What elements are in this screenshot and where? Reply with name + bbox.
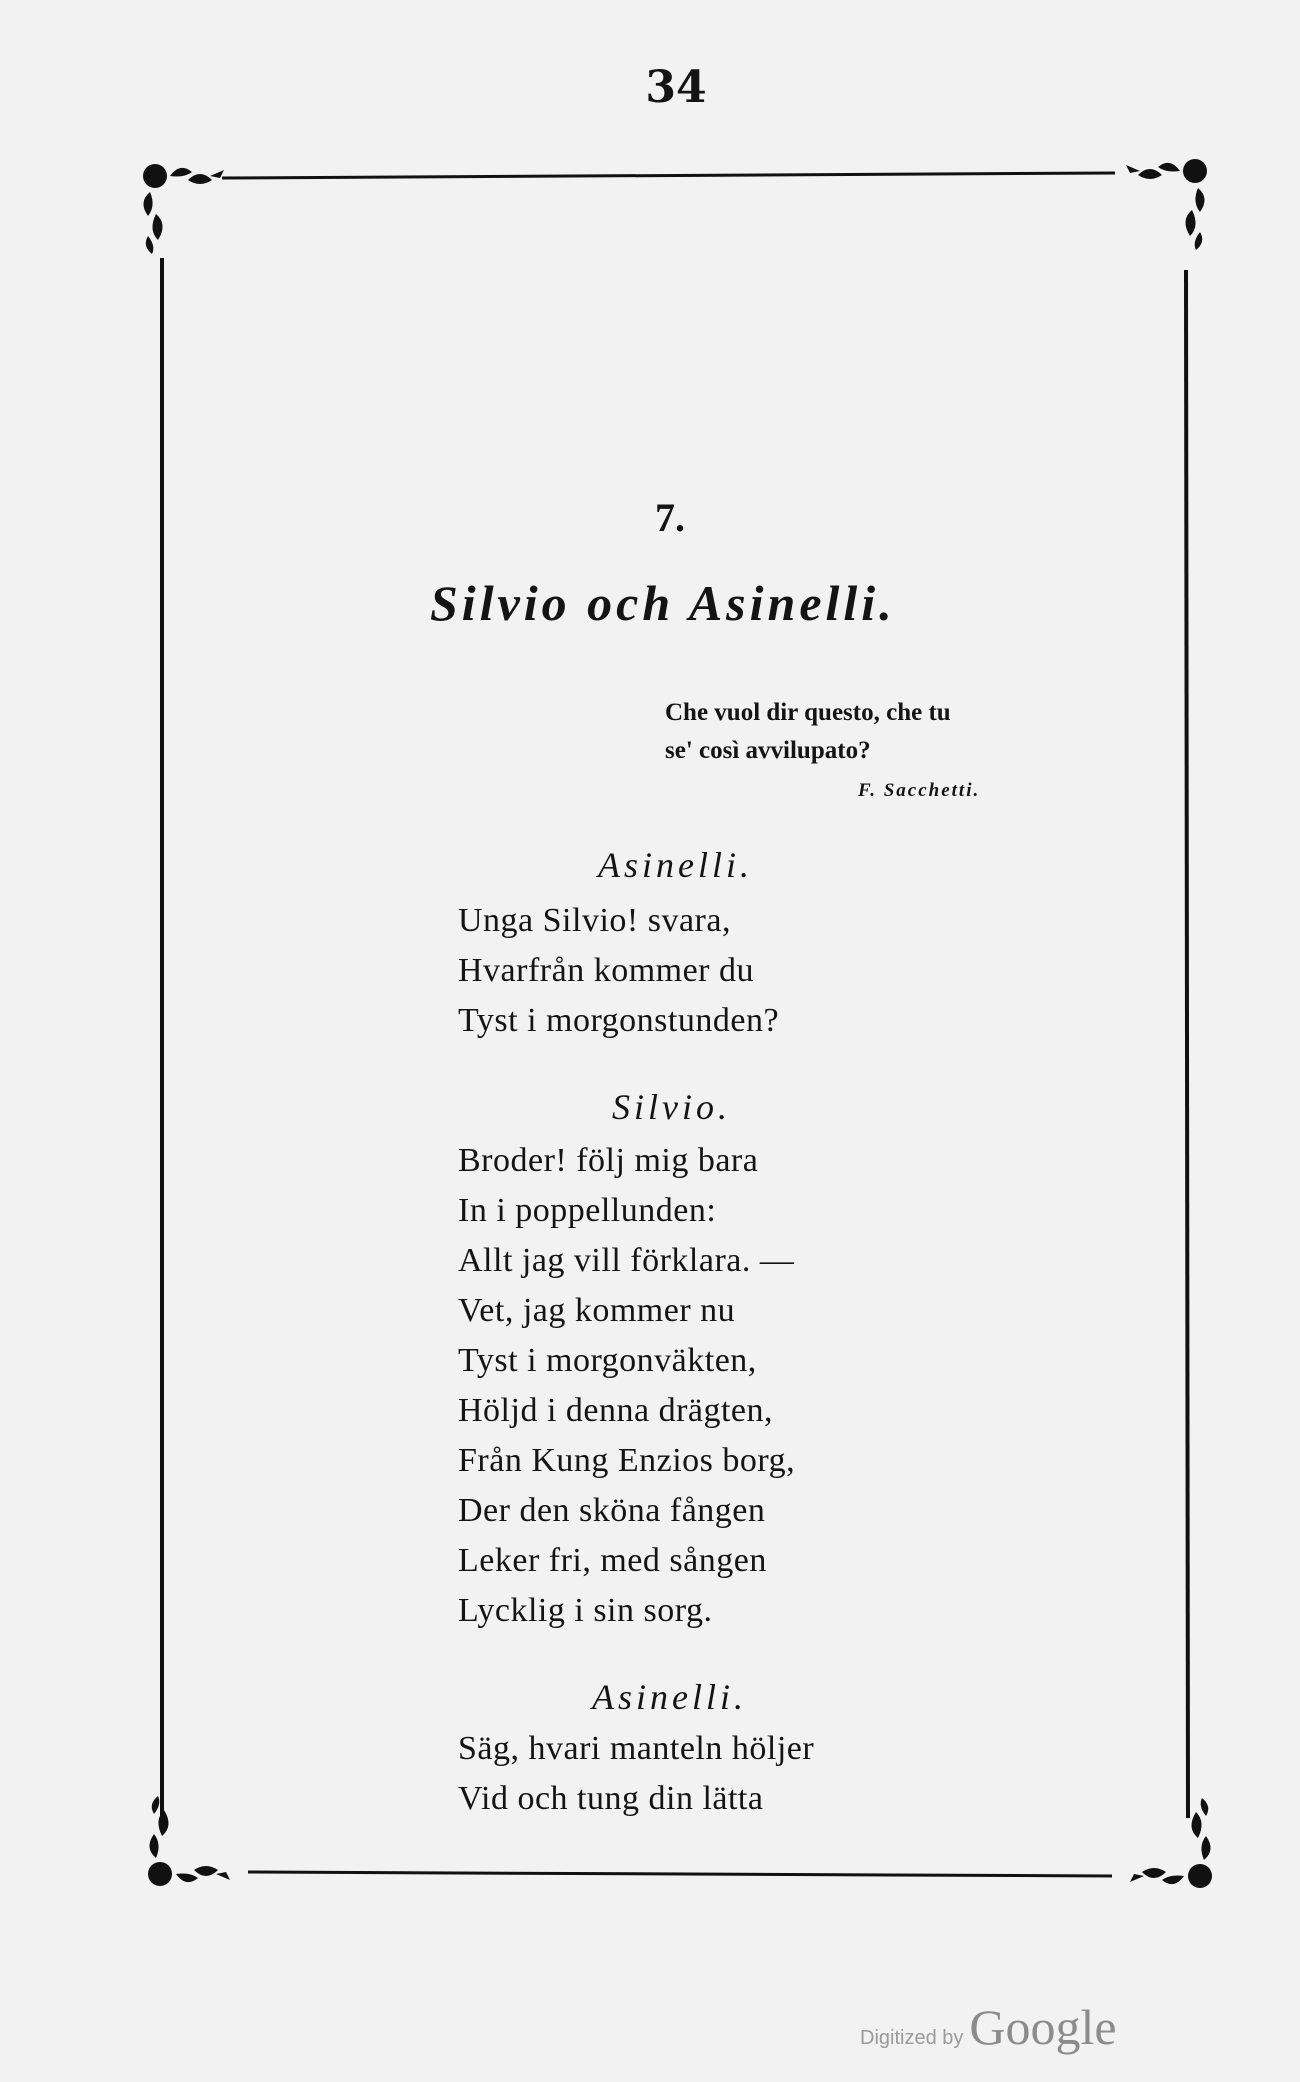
corner-ornament-top-left <box>143 164 224 254</box>
verse-line: Broder! följ mig bara <box>458 1142 759 1179</box>
corner-ornament-top-right <box>1126 159 1207 250</box>
section-number: 7. <box>655 495 685 540</box>
verse-line: Hvarfrån kommer du <box>458 952 755 989</box>
epigraph-author: F. Sacchetti. <box>858 780 981 801</box>
verse-line: In i poppellunden: <box>458 1192 717 1229</box>
verse-line: Lycklig i sin sorg. <box>458 1592 713 1629</box>
epigraph-line: se' così avvilupato? <box>665 737 871 764</box>
verse-line: Vet, jag kommer nu <box>458 1292 736 1329</box>
verse-line: Från Kung Enzios borg, <box>458 1442 796 1479</box>
speaker-name: Silvio. <box>612 1087 731 1127</box>
corner-ornament-bottom-right <box>1130 1798 1212 1888</box>
verse-line: Tyst i morgonväkten, <box>458 1342 757 1379</box>
epigraph <box>665 694 1065 770</box>
google-logo: Google <box>969 1999 1117 2055</box>
stanza <box>458 1136 795 1636</box>
verse-line: Säg, hvari manteln höljer <box>458 1730 815 1767</box>
verse-line: Der den sköna fången <box>458 1492 766 1529</box>
verse-line: Allt jag vill förklara. — <box>458 1242 795 1279</box>
stanza <box>458 896 779 1046</box>
verse-line: Höljd i denna drägten, <box>458 1392 774 1429</box>
speaker-name: Asinelli. <box>598 845 753 885</box>
stanza <box>458 1724 814 1824</box>
verse-line: Tyst i morgonstunden? <box>458 1002 780 1039</box>
digitized-by-watermark <box>860 1998 1117 2056</box>
page-number: 34 <box>645 62 707 113</box>
verse-line: Vid och tung din lätta <box>458 1780 764 1817</box>
epigraph-line: Che vuol dir questo, che tu <box>665 699 951 726</box>
poem-title: Silvio och Asinelli. <box>430 575 896 631</box>
watermark-text: Digitized by <box>860 2027 964 2049</box>
verse-line: Leker fri, med sången <box>458 1542 767 1579</box>
speaker-name: Asinelli. <box>592 1677 747 1717</box>
verse-line: Unga Silvio! svara, <box>458 902 731 939</box>
